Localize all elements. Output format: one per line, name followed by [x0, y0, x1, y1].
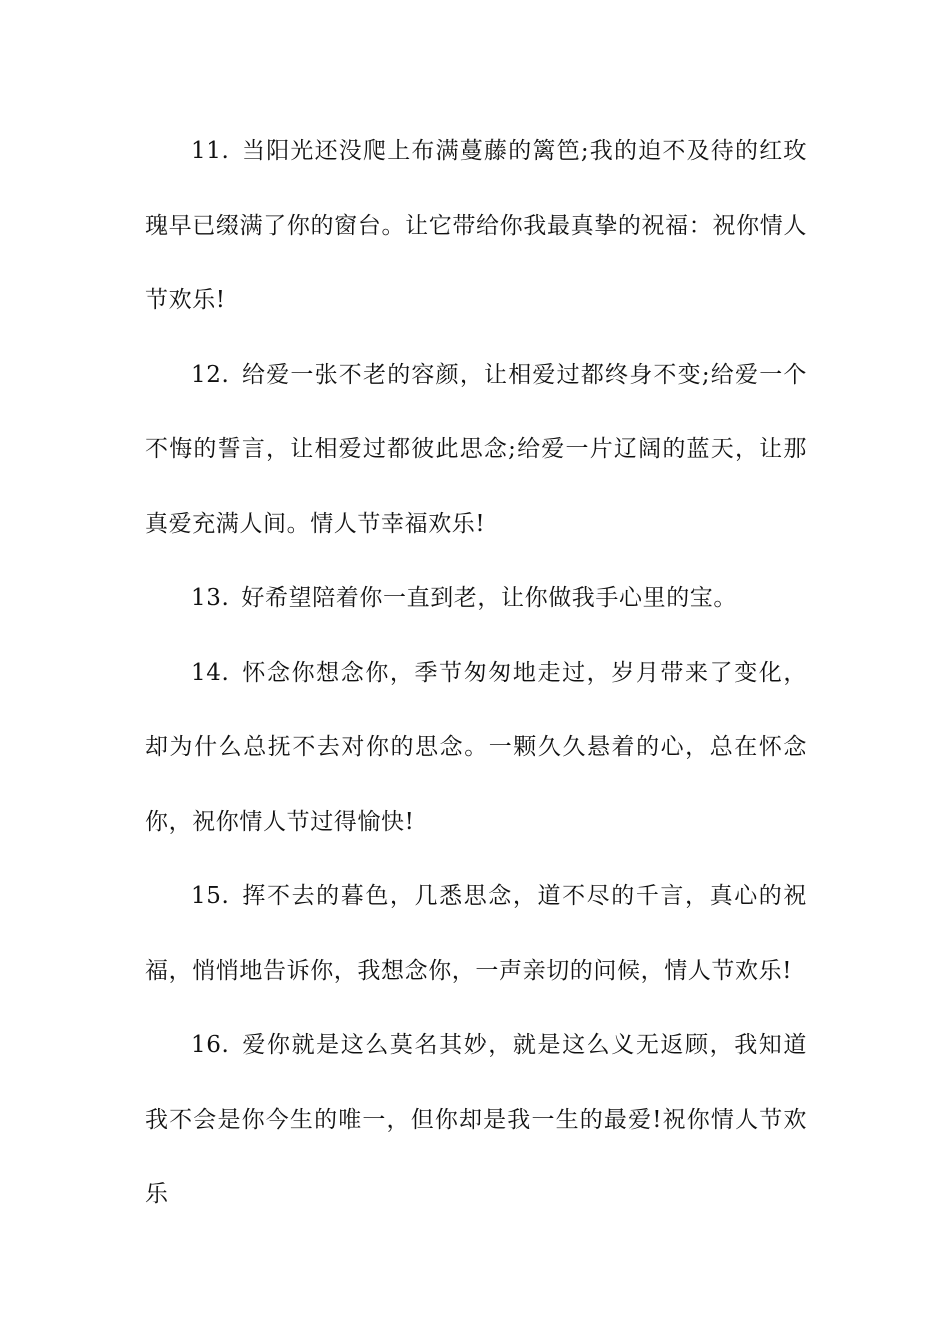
paragraph-16	[145, 1008, 807, 1232]
paragraph-text: 给爱一张不老的容颜，让相爱过都终身不变;给爱一个不悔的誓言，让相爱过都彼此思念;给爱一片辽阔的蓝天，让那真爱充满人间。情人节幸福欢乐!	[145, 361, 807, 537]
paragraph-12	[145, 338, 807, 562]
paragraph-text: 当阳光还没爬上布满蔓藤的篱笆;我的迫不及待的红玫瑰早已缀满了你的窗台。让它带给你我最真挚的祝福：祝你情人节欢乐!	[145, 138, 807, 313]
paragraph-number: 11.	[191, 138, 230, 164]
paragraph-text: 怀念你想念你，季节匆匆地走过，岁月带来了变化，却为什么总抚不去对你的思念。一颗久久悬着的心，总在怀念你，祝你情人节过得愉快!	[145, 659, 807, 835]
paragraph-number: 15.	[191, 883, 230, 909]
paragraph-14	[145, 636, 807, 860]
paragraph-number: 14.	[191, 659, 230, 686]
document-body	[145, 114, 807, 1232]
paragraph-text: 挥不去的暮色，几悉思念，道不尽的千言，真心的祝福，悄悄地告诉你，我想念你，一声亲切的问候，情人节欢乐!	[145, 883, 807, 984]
paragraph-number: 12.	[191, 361, 230, 388]
paragraph-11	[145, 114, 807, 338]
paragraph-15	[145, 859, 807, 1008]
paragraph-text: 好希望陪着你一直到老，让你做我手心里的宝。	[241, 585, 737, 611]
paragraph-number: 13.	[191, 585, 230, 611]
paragraph-13	[145, 561, 807, 636]
paragraph-number: 16.	[191, 1032, 230, 1058]
paragraph-text: 爱你就是这么莫名其妙，就是这么义无返顾，我知道我不会是你今生的唯一，但你却是我一生的最爱!祝你情人节欢乐	[145, 1032, 807, 1207]
